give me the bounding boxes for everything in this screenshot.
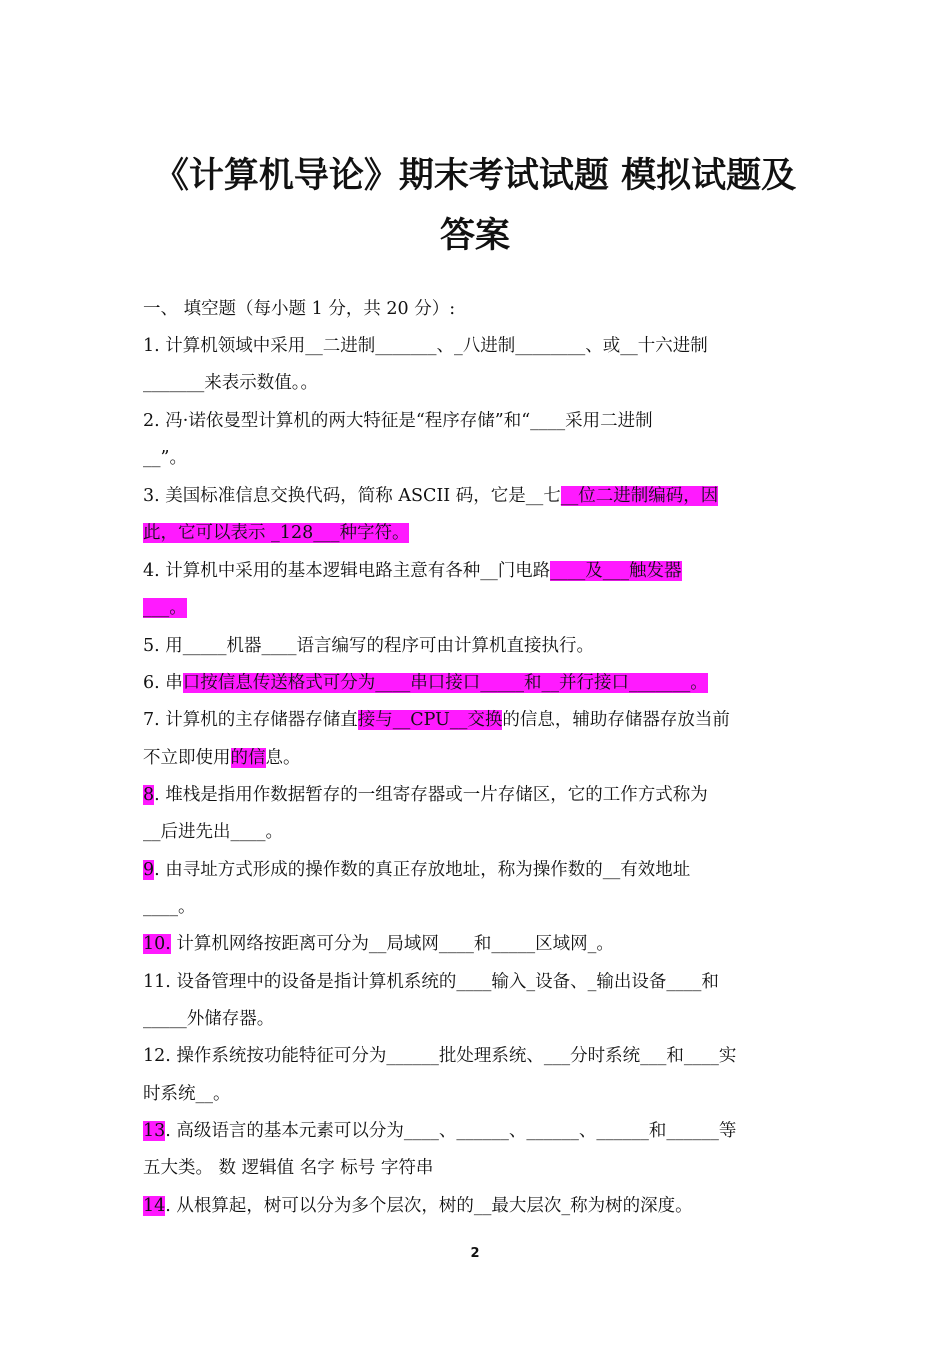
- question-1-line-2: _______来表示数值。。: [143, 373, 318, 393]
- question-4-line-2: [143, 593, 813, 623]
- question-6-line-1: [143, 668, 813, 698]
- question-2-line-2: __”。: [143, 448, 187, 468]
- question-11-line-1: 11. 设备管理中的设备是指计算机系统的____输入_设备、_输出设备____和: [143, 972, 719, 992]
- highlighted-text: 14: [143, 1196, 166, 1216]
- document-title-line-2: 答案: [439, 216, 510, 256]
- question-3-line-1: [143, 481, 813, 511]
- text-run: . 从根算起，树可以分为多个层次，树的__最大层次_称为树的深度。: [165, 1196, 693, 1216]
- highlighted-text: 9: [143, 860, 155, 880]
- question-7-line-2: [143, 743, 813, 773]
- text-run: 的信息，辅助存储器存放当前: [502, 710, 730, 730]
- question-1-line-1: 1. 计算机领域中采用__二进制_______、_八进制________、或__十六进制: [143, 336, 708, 356]
- text-run: 3. 美国标准信息交换代码，简称 ASCII 码，它是__七: [143, 486, 561, 506]
- text-run: 6. 串: [143, 673, 183, 693]
- question-5-line-1: 5. 用_____机器____语言编写的程序可由计算机直接执行。: [143, 636, 595, 656]
- question-12-line-2: 时系统__。: [143, 1084, 231, 1104]
- question-4-line-1: [143, 556, 813, 586]
- question-13-line-1: [143, 1116, 813, 1146]
- highlighted-text: 的信: [230, 748, 266, 768]
- question-2-line-1: 2. 冯·诺依曼型计算机的两大特征是“程序存储”和“____采用二进制: [143, 411, 653, 431]
- question-13-line-2: 五大类。 数 逻辑值 名字 标号 字符串: [143, 1158, 434, 1178]
- question-7-line-1: [143, 705, 813, 735]
- highlighted-text: __位二进制编码，因: [560, 486, 719, 506]
- highlighted-text: ____及___触发器: [550, 561, 682, 581]
- highlighted-text: 此，它可以表示 _128___种字符。: [143, 523, 410, 543]
- text-run: 计算机网络按距离可分为__局域网____和_____区域网_。: [170, 934, 614, 954]
- highlighted-text: 8: [143, 785, 155, 805]
- text-run: . 堆栈是指用作数据暂存的一组寄存器或一片存储区，它的工作方式称为: [154, 785, 708, 805]
- question-8-line-2: __后进先出____。: [143, 822, 283, 842]
- text-run: . 由寻址方式形成的操作数的真正存放地址，称为操作数的__有效地址: [154, 860, 691, 880]
- document-title-line-1: 《计算机导论》期末考试试题 模拟试题及: [153, 156, 797, 196]
- highlighted-text: 13: [143, 1121, 166, 1141]
- question-9-line-2: ____。: [143, 897, 196, 917]
- question-10-line-1: [143, 929, 813, 959]
- question-12-line-1: 12. 操作系统按功能特征可分为______批处理系统、___分时系统___和____实: [143, 1046, 737, 1066]
- question-8-line-1: [143, 780, 813, 810]
- highlighted-text: 口按信息传送格式可分为____串口接口_____和__并行接口_______。: [182, 673, 708, 693]
- question-9-line-1: [143, 855, 813, 885]
- text-run: . 高级语言的基本元素可以分为____、______、______、______和______等: [165, 1121, 737, 1141]
- text-run: 7. 计算机的主存储器存储直: [143, 710, 358, 730]
- question-14-line-1: [143, 1191, 813, 1221]
- section-heading: 一、 填空题（每小题 1 分，共 20 分）:: [143, 299, 456, 319]
- text-run: 息。: [265, 748, 301, 768]
- text-run: 不立即使用: [143, 748, 231, 768]
- highlighted-text: 10.: [143, 934, 171, 954]
- text-run: 4. 计算机中采用的基本逻辑电路主意有各种__门电路: [143, 561, 551, 581]
- question-11-line-2: _____外储存器。: [143, 1009, 275, 1029]
- highlighted-text: 接与__CPU__交换: [357, 710, 503, 730]
- question-3-line-2: [143, 518, 813, 548]
- page-number: 2: [470, 1246, 480, 1261]
- highlighted-text: ___。: [143, 598, 187, 618]
